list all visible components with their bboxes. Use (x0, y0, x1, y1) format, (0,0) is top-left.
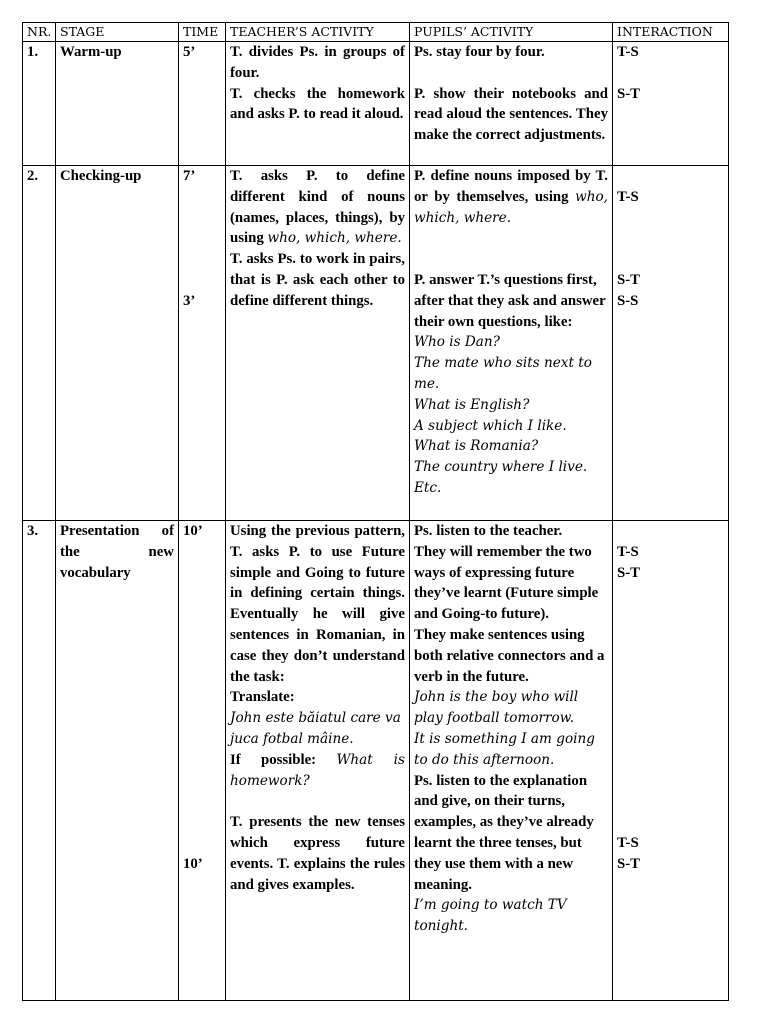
pupils-example: The mate who sits next to me. (414, 355, 592, 392)
spacer (617, 521, 724, 542)
teacher-text (230, 750, 405, 812)
table-row (23, 166, 729, 521)
time-text: 10’ (183, 523, 203, 539)
interaction-text: S-T (617, 271, 641, 288)
interaction-text: S-T (617, 855, 641, 872)
teacher-activity-cell (226, 166, 410, 521)
pupils-text: Ps. listen to the explanation and give, on their turns, examples, as they’ve already learnt the three tenses, but they use them with a new meaning. (414, 772, 594, 893)
pupils-example: The country where I live. (414, 459, 588, 476)
stage-cell: Warm-up (56, 42, 179, 166)
pupils-text: P. answer T.’s questions first, after that they ask and answer their own questions, like: (414, 272, 606, 330)
teacher-italic-text: What is homework? (230, 751, 405, 789)
table-row (23, 521, 729, 1001)
interaction-cell (613, 166, 729, 521)
pupils-activity-cell (410, 166, 613, 521)
teacher-text-part: T. asks P. to define different kind of nouns (names, places, things), by using (230, 168, 405, 247)
time-text: 7’ (183, 168, 196, 184)
stage-cell: Checking-up (56, 166, 179, 521)
row-number: 2. (23, 166, 56, 521)
pupils-text: They will remember the two ways of expressing future they’ve learnt (Future simple and Going-to future). (414, 543, 599, 623)
teacher-romanian-example: John este băiatul care va juca fotbal mâine. (230, 710, 401, 747)
interaction-text: S-T (617, 85, 641, 102)
pupils-example: What is Romania? (414, 438, 539, 455)
teacher-text-part: If possible: (230, 751, 317, 768)
teacher-text: T. presents the new tenses which express future events. T. explains the rules and gives examples. (230, 814, 405, 893)
time-cell: 5’ (179, 42, 226, 166)
pupils-example: John is the boy who will play football tomorrow. (414, 689, 579, 727)
header-interaction: INTERACTION (613, 23, 729, 42)
time-cell (179, 521, 226, 1001)
header-pupils-activity: PUPILS’ ACTIVITY (410, 23, 613, 42)
time-text: 10’ (183, 855, 203, 872)
stage-cell: Presentation of the new vocabulary (56, 521, 179, 1001)
teacher-text: T. divides Ps. in groups of four. (230, 44, 405, 81)
row-number: 3. (23, 521, 56, 1001)
interaction-text: T-S (617, 188, 639, 205)
time-text: 3’ (183, 292, 196, 309)
pupils-text (414, 166, 608, 270)
header-row (23, 23, 729, 42)
teacher-activity-cell (226, 42, 410, 166)
teacher-text: Using the previous pattern, T. asks P. to use Future simple and Going to future in defining certain things. Eventually he will give sentences in Romanian, in case they don’t understand the task: (230, 523, 405, 685)
interaction-text: T-S (617, 44, 639, 60)
teacher-italic-text: who, which, where. (267, 230, 402, 247)
header-time: TIME (179, 23, 226, 42)
header-teacher-activity: TEACHER’S ACTIVITY (226, 23, 410, 42)
pupils-text-part: P. define nouns imposed by T. or by themselves, using (414, 168, 608, 205)
teacher-text: T. checks the homework and asks P. to read it aloud. (230, 85, 405, 123)
pupils-italic-text: who, which, where. (414, 188, 608, 226)
table-row (23, 42, 729, 166)
pupils-example: It is something I am going to do this afternoon. (414, 730, 595, 768)
pupils-text: Ps. stay four by four. (414, 44, 545, 60)
teacher-text: Translate: (230, 689, 295, 706)
pupils-activity-cell (410, 42, 613, 166)
teacher-text (230, 166, 405, 249)
pupils-example: I’m going to watch TV tonight. (414, 897, 567, 935)
pupils-example: What is English? (414, 396, 530, 413)
row-number: 1. (23, 42, 56, 166)
pupils-activity-cell (410, 521, 613, 1001)
interaction-cell (613, 42, 729, 166)
pupils-text: They make sentences using both relative connectors and a verb in the future. (414, 626, 605, 685)
interaction-text: T-S (617, 543, 639, 560)
teacher-text: T. asks Ps. to work in pairs, that is P. ask each other to define different things. (230, 251, 405, 309)
pupils-example: Who is Dan? (414, 334, 500, 351)
header-stage: STAGE (56, 23, 179, 42)
interaction-text: T-S (617, 834, 639, 851)
teacher-activity-cell (226, 521, 410, 1001)
header-nr: NR. (23, 23, 56, 42)
pupils-text: Ps. listen to the teacher. (414, 523, 563, 539)
time-cell (179, 166, 226, 521)
spacer (617, 166, 724, 187)
interaction-cell (613, 521, 729, 1001)
interaction-text: S-S (617, 292, 639, 309)
interaction-text: S-T (617, 564, 641, 581)
pupils-example: Etc. (414, 479, 442, 496)
lesson-plan-table (22, 22, 729, 1001)
pupils-text: P. show their notebooks and read aloud the sentences. They make the correct adjustments. (414, 85, 608, 144)
pupils-example: A subject which I like. (414, 417, 567, 434)
